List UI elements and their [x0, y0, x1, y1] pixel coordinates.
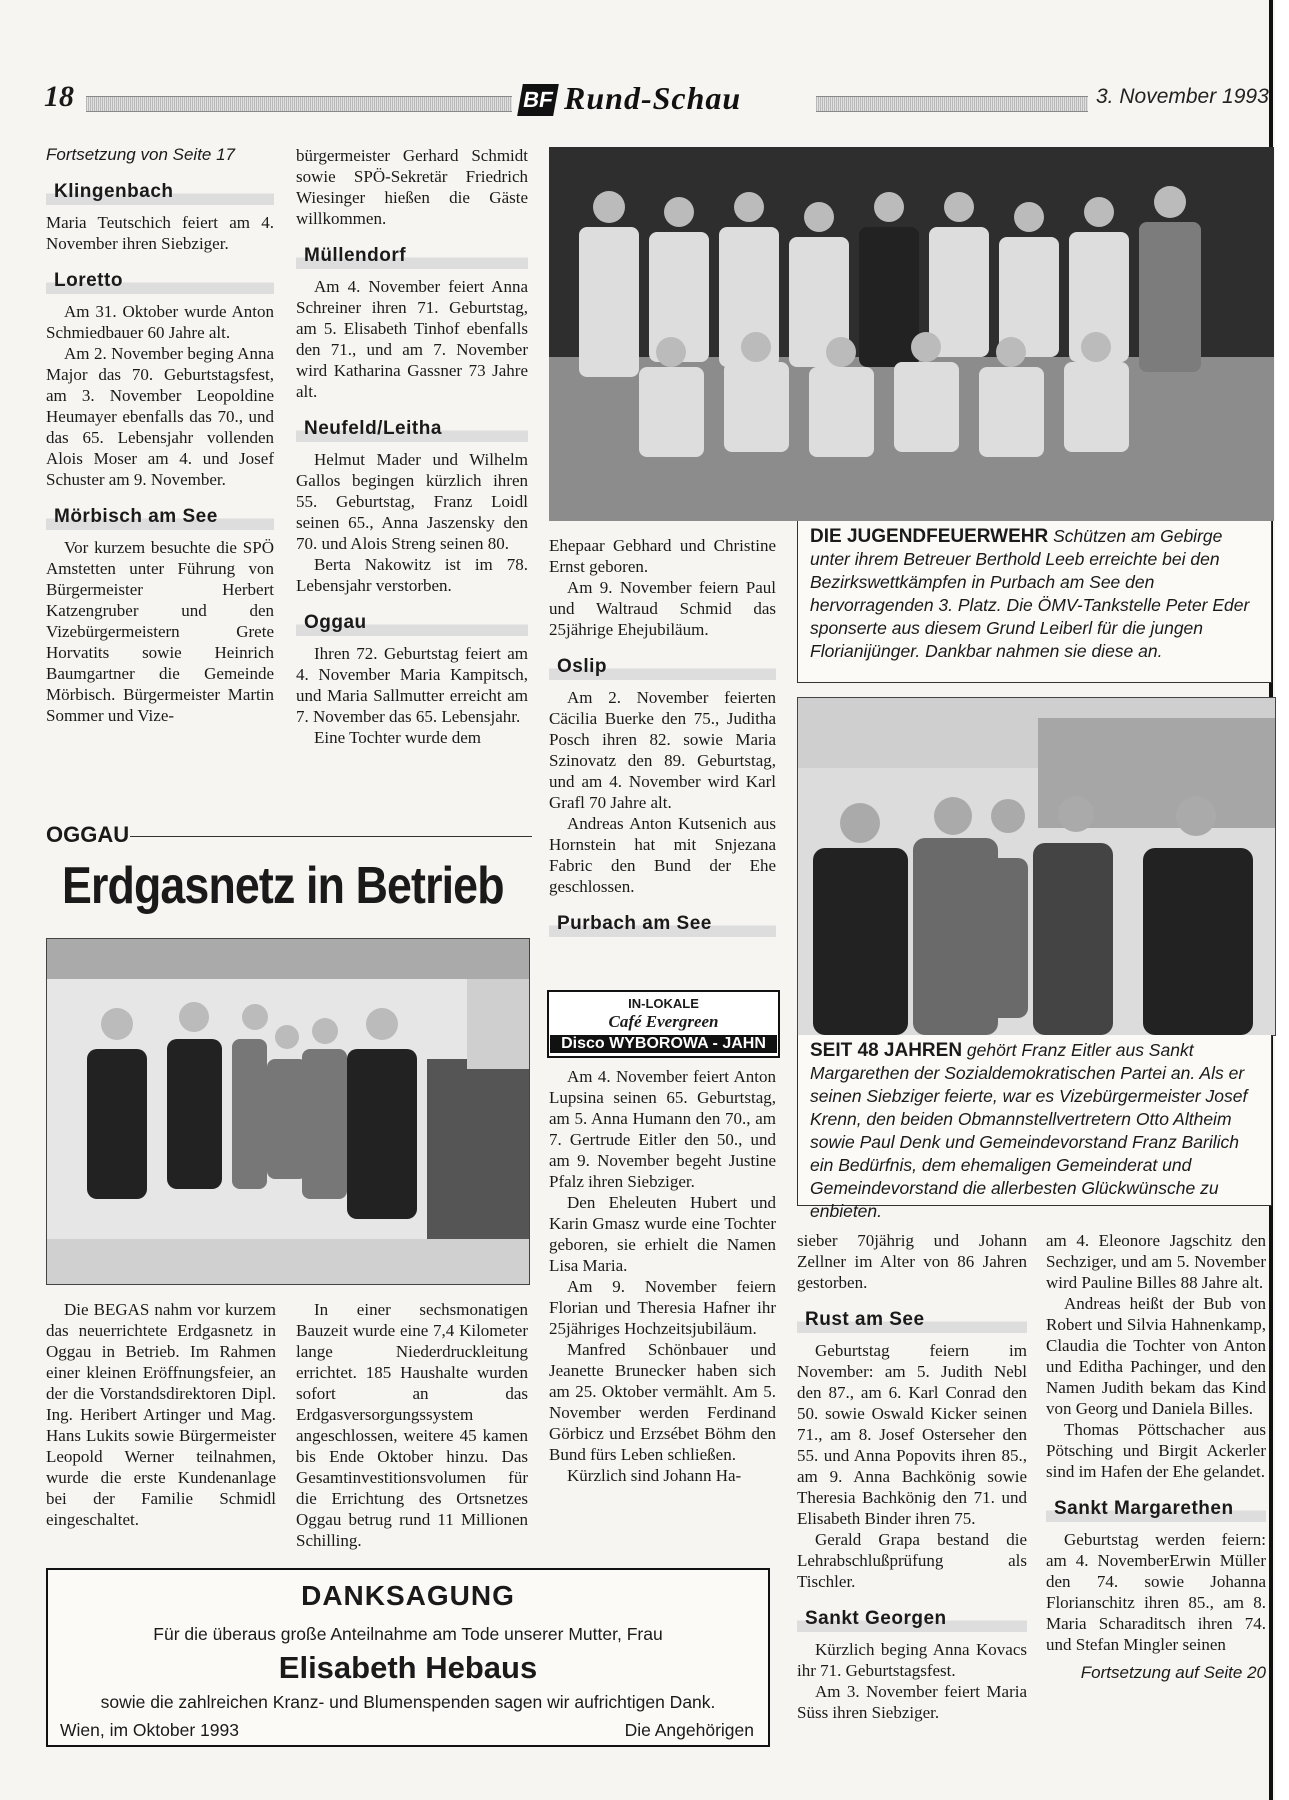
column-4 — [797, 1230, 1027, 1723]
paragraph: Vor kurzem besuchte die SPÖ Amstetten unter Führung von Bürgermeister Herbert Katzengruber und den Vizebürgermeistern Grete Horvatits sowie Heinrich Baumgartner die Gemeinde Mörbisch. Bürgermeister Martin Sommer und Vize- — [46, 538, 274, 725]
danksagung-line-2: sowie die zahlreichen Kranz- und Blumenspenden sagen wir aufrichtigen Dank. — [100, 1692, 716, 1712]
caption-text: gehört Franz Eitler aus Sankt Margarethen der Sozialdemokratischen Partei an. Als er seinen Siebziger feierte, war es Vizebürgermeister Josef Krenn, den beiden Obmannstellvertretern Otto Altheim sowie Paul Denk und Gemeindevorstand Franz Barilich ein Bedürfnis, dem ehemaligen Gemeinderat und Gemeindevorstand die allerbesten Glückwünsche zu enbieten. — [810, 1040, 1248, 1221]
section-heading: Neufeld/Leitha — [296, 412, 528, 442]
paragraph: bürgermeister Gerhard Schmidt sowie SPÖ-Sekretär Friedrich Wiesinger hießen die Gäste willkommen. — [296, 146, 528, 228]
section-heading: Oggau — [296, 606, 528, 636]
paragraph: Geburtstag feiern im November: am 5. Judith Nebl den 87., am 6. Karl Conrad den 50. sowie Oswald Kicker seinen 71., am 8. Josef Osterseher den 55. und Anna Popovits ihren 85., am 9. Anna Bachkönig sowie Theresia Bachkönig den 71. und Elisabeth Binder ihren 75. — [797, 1341, 1027, 1528]
section-heading: Oslip — [549, 650, 776, 680]
paragraph: Andreas Anton Kutsenich aus Hornstein hat mit Snjezana Fabric den Bund der Ehe geschlossen. — [549, 814, 776, 896]
caption-franz-eitler — [797, 1035, 1272, 1221]
article-kicker — [46, 822, 532, 848]
paragraph: Am 9. November feiern Paul und Waltraud Schmid das 25jährige Ehejubiläum. — [549, 578, 776, 639]
page-number: 18 — [44, 80, 74, 113]
section-heading: Loretto — [46, 264, 274, 294]
paragraph: Am 2. November feierten Cäcilia Buerke den 75., Juditha Posch ihren 82. sowie Maria Szinovatz den 89. Geburtstag, und am 4. November wird Karl Grafl 70 Jahre alt. — [549, 688, 776, 812]
danksagung-signature: Die Angehörigen — [624, 1720, 754, 1740]
caption-text: Schützen am Gebirge unter ihrem Betreuer Berthold Leeb erreichte bei den Bezirkswettkämpfen in Purbach am See den hervorragenden 3. Platz. Die ÖMV-Tankstelle Peter Eder sponserte aus diesem Grund Leiberl für die jungen Florianijünger. Dankbar nahmen sie diese an. — [810, 526, 1250, 661]
paragraph: Die BEGAS nahm vor kurzem das neuerrichtete Erdgasnetz in Oggau in Betrieb. Im Rahmen einer kleinen Eröffnungsfeier, an der die Vorstandsdirektoren Dipl. Ing. Heribert Artinger und Mag. Hans Lukits sowie Bürgermeister Leopold Werner teilnahmen, wurde die erste Kundenanlage bei der Familie Schmidl eingeschaltet. — [46, 1300, 276, 1529]
paragraph: Am 31. Oktober wurde Anton Schmiedbauer 60 Jahre alt. — [46, 302, 274, 342]
logo-title: Rund-Schau — [564, 80, 742, 116]
section-heading: Müllendorf — [296, 239, 528, 269]
paragraph: Den Eheleuten Hubert und Karin Gmasz wurde eine Tochter geboren, sie erhielt die Namen Lisa Maria. — [549, 1193, 776, 1275]
continued-to: Fortsetzung auf Seite 20 — [1080, 1663, 1266, 1682]
section-heading: Rust am See — [797, 1303, 1027, 1333]
article-headline: Erdgasnetz in Betrieb — [62, 857, 504, 915]
photo-youth-fire-brigade — [549, 147, 1274, 521]
section-heading: Klingenbach — [46, 175, 274, 205]
paragraph: Am 4. November feiert Anton Lupsina seinen 65. Geburtstag, am 5. Anna Humann den 70., am 7. Gertrude Eitler den 50., und am 9. November begeht Justine Pfalz ihren Siebziger. — [549, 1067, 776, 1191]
paragraph: Am 2. November beging Anna Major das 70. Geburtstagsfest, am 3. November Leopoldine Heumayer ebenfalls das 70., und das 65. Lebensjahr vollenden Alois Moser am 4. und Josef Schuster am 9. November. — [46, 344, 274, 489]
logo-badge: BF — [517, 84, 559, 116]
paragraph: Kürzlich beging Anna Kovacs ihr 71. Geburtstagsfest. — [797, 1640, 1027, 1680]
paragraph: In einer sechsmonatigen Bauzeit wurde eine 7,4 Kilometer lange Niederdruckleitung errichtet. 185 Haushalte wurden sofort an das Erdgasversorgungssystem angeschlossen, weitere 45 kamen bis Ende Oktober hinzu. Das Gesamtinvestitionsvolumen für die Errichtung des Ortsnetzes Oggau betrug rund 11 Millionen Schilling. — [296, 1300, 528, 1550]
oggau-text-col-2 — [296, 1299, 528, 1551]
paragraph: Manfred Schönbauer und Jeanette Brunecker haben sich am 25. Oktober vermählt. Am 5. November werden Ferdinand Görbicz und Erzsébet Böhm den Bund fürs Leben schließen. — [549, 1340, 776, 1464]
column-3-continued — [549, 1066, 776, 1486]
ad-line-2: Café Evergreen — [608, 1012, 719, 1031]
paragraph: Andreas heißt der Bub von Robert und Silvia Hahnenkamp, Claudia die Tochter von Anton und Editha Pachinger, und den Namen Judith bekam das Kind von Georg und Daniela Billes. — [1046, 1294, 1266, 1418]
ad-line-3: Disco WYBOROWA - JAHN — [550, 1035, 777, 1053]
paragraph: Maria Teutschich feiert am 4. November ihren Siebziger. — [46, 213, 274, 253]
page-margin — [1275, 0, 1289, 1800]
paragraph: Thomas Pöttschacher aus Pötsching und Birgit Ackerler sind im Hafen der Ehe gelandet. — [1046, 1420, 1266, 1481]
paragraph: Kürzlich sind Johann Ha- — [567, 1466, 742, 1485]
danksagung-box — [46, 1568, 770, 1747]
paragraph: Ehepaar Gebhard und Christine Ernst geboren. — [549, 536, 776, 576]
kicker-text: OGGAU — [46, 822, 130, 847]
ad-box-evergreen — [547, 990, 780, 1058]
issue-date: 3. November 1993 — [1096, 85, 1269, 108]
continued-from: Fortsetzung von Seite 17 — [46, 145, 236, 164]
caption-lead: DIE JUGENDFEUERWEHR — [810, 526, 1049, 547]
danksagung-title: DANKSAGUNG — [301, 1580, 515, 1611]
paragraph: Ihren 72. Geburtstag feiert am 4. November Maria Kampitsch, und Maria Sallmutter erreicht am 7. November das 65. Lebensjahr. — [296, 644, 528, 726]
danksagung-line-1: Für die überaus große Anteilnahme am Tode unserer Mutter, Frau — [153, 1624, 663, 1644]
paragraph: Am 4. November feiert Anna Schreiner ihren 71. Geburtstag, am 5. Elisabeth Tinhof ebenfalls den 71., und am 7. November wird Katharina Gassner 73 Jahre alt. — [296, 277, 528, 401]
column-1 — [46, 145, 274, 726]
section-heading: Sankt Margarethen — [1046, 1492, 1266, 1522]
oggau-text-col-1 — [46, 1299, 276, 1530]
caption-lead: SEIT 48 JAHREN — [810, 1040, 963, 1061]
header-rule-left — [86, 96, 512, 112]
kicker-rule — [130, 836, 532, 837]
section-heading: Purbach am See — [549, 907, 776, 937]
column-2 — [296, 145, 528, 748]
photo-gas-network — [46, 938, 530, 1285]
paragraph: Eine Tochter wurde dem — [314, 728, 482, 747]
paragraph: Am 3. November feiert Maria Süss ihren Siebziger. — [797, 1682, 1027, 1722]
paragraph: sieber 70jährig und Johann Zellner im Alter von 86 Jahren gestorben. — [797, 1231, 1027, 1292]
danksagung-place-date: Wien, im Oktober 1993 — [60, 1720, 239, 1740]
paragraph: am 4. Eleonore Jagschitz den Sechziger, und am 5. November wird Pauline Billes 88 Jahre alt. — [1046, 1231, 1266, 1292]
page-header — [44, 82, 1274, 122]
photo-franz-eitler — [797, 697, 1276, 1036]
paragraph: Gerald Grapa bestand die Lehrabschlußprüfung als Tischler. — [797, 1530, 1027, 1591]
header-rule-right — [816, 96, 1088, 112]
paragraph: Helmut Mader und Wilhelm Gallos begingen kürzlich ihren 55. Geburtstag, Franz Loidl seinen 65., Anna Jaszensky den 70. und Alois Streng seinen 80. — [296, 450, 528, 553]
section-heading: Mörbisch am See — [46, 500, 274, 530]
danksagung-name: Elisabeth Hebaus — [278, 1650, 538, 1685]
caption-youth-fire-brigade — [797, 521, 1272, 683]
section-heading: Sankt Georgen — [797, 1602, 1027, 1632]
column-3 — [549, 535, 776, 944]
paragraph: Berta Nakowitz ist im 78. Lebensjahr verstorben. — [296, 555, 528, 595]
ad-line-1: IN-LOKALE — [628, 996, 699, 1011]
paragraph: Geburtstag werden feiern: am 4. NovemberErwin Müller den 74. sowie Johanna Florianschitz ihren 85., am 8. Maria Scharaditsch ihren 74. und Stefan Mingler seinen — [1046, 1530, 1266, 1654]
paragraph: Am 9. November feiern Florian und Theresia Hafner ihr 25jähriges Hochzeitsjubiläum. — [549, 1277, 776, 1338]
column-5 — [1046, 1230, 1266, 1691]
